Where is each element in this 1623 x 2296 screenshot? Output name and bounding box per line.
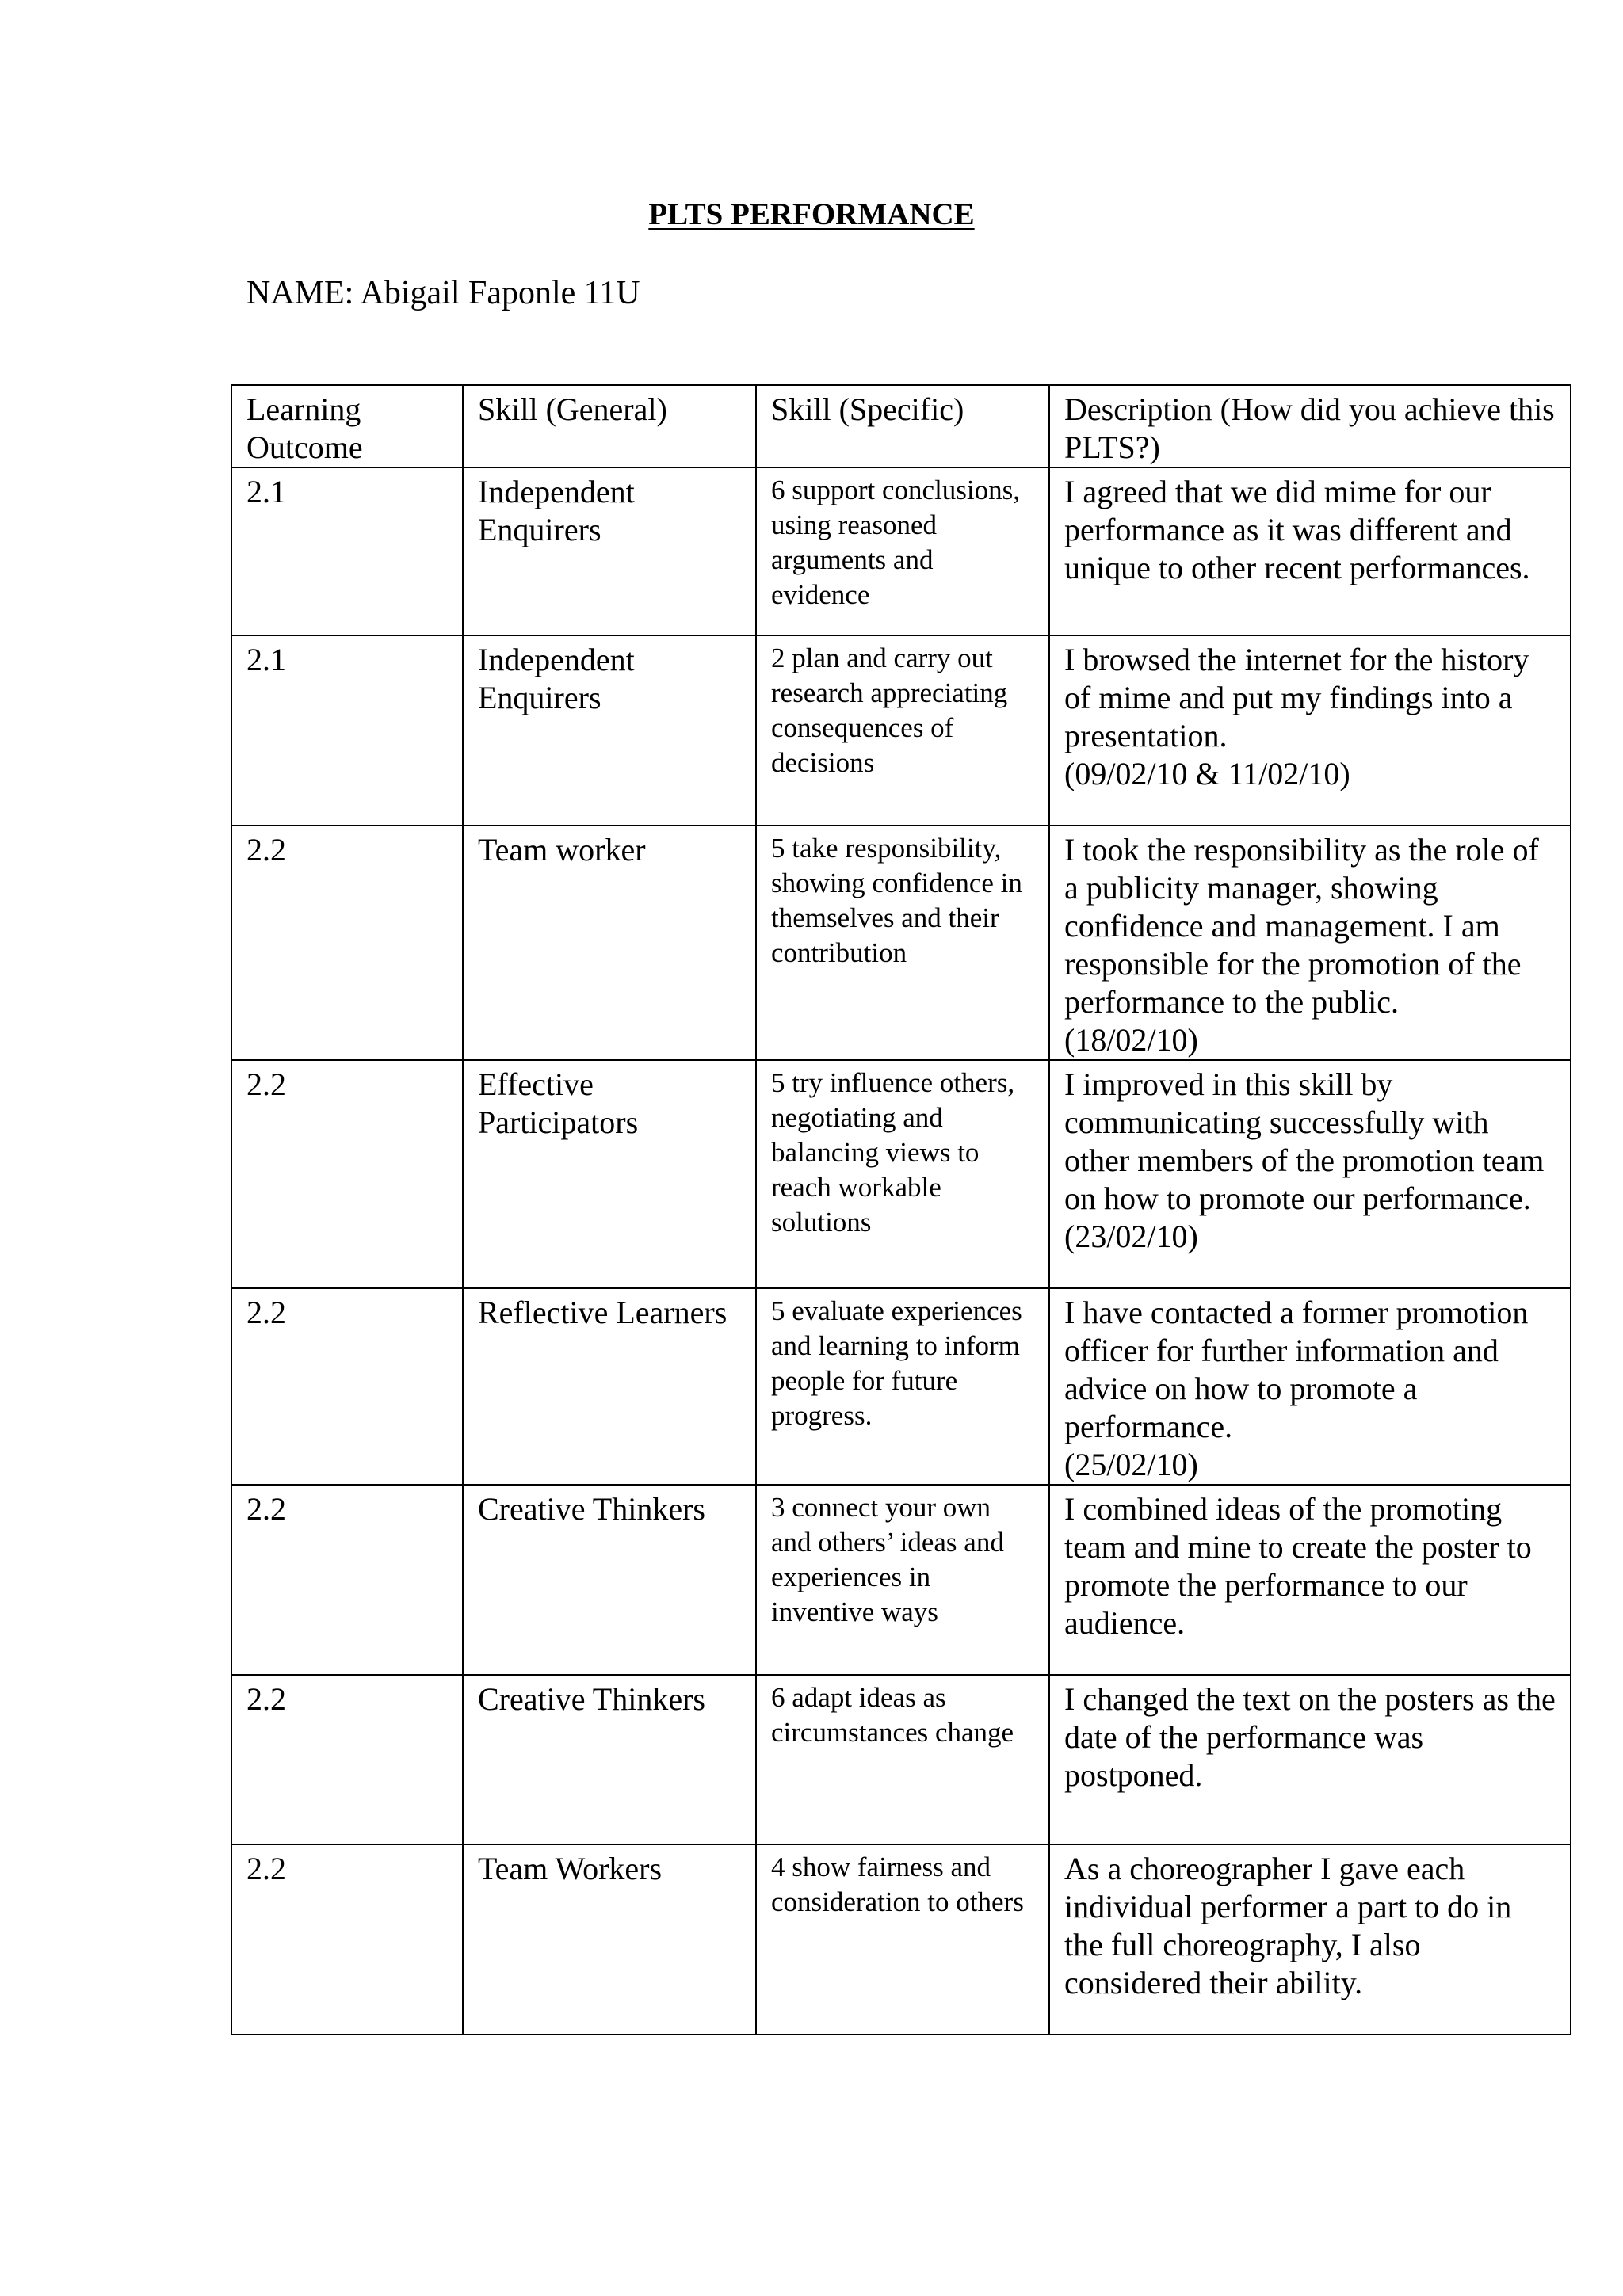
description-block	[1050, 1486, 1570, 1642]
table-row	[231, 467, 1571, 635]
description-text: I changed the text on the posters as the date of the performance was postponed.	[1064, 1681, 1556, 1793]
skill-general-value: Team Workers	[478, 1851, 663, 1886]
skill-general-cell	[463, 826, 756, 1060]
skill-specific-value: 5 take responsibility, showing confidence in themselves and their contribution	[771, 833, 1022, 968]
description-cell	[1049, 1844, 1571, 2035]
skill-general-value: Creative Thinkers	[478, 1681, 705, 1717]
description-block	[1050, 826, 1570, 1059]
description-text: I combined ideas of the promoting team and mine to create the poster to promote the performance to our audience.	[1064, 1491, 1532, 1641]
outcome-value: 2.1	[246, 642, 286, 677]
table-row	[231, 1060, 1571, 1288]
description-cell	[1049, 635, 1571, 826]
header-description: Description (How did you achieve this PLTS?)	[1064, 391, 1555, 465]
description-block	[1050, 636, 1570, 793]
outcome-cell	[231, 1844, 463, 2035]
outcome-value: 2.1	[246, 474, 286, 509]
skill-general-cell	[463, 1060, 756, 1288]
description-text: I improved in this skill by communicating successfully with other members of the promotion team on how to promote our performance.	[1064, 1066, 1545, 1216]
skill-general-cell	[463, 1485, 756, 1675]
outcome-cell	[231, 826, 463, 1060]
description-date: (09/02/10 & 11/02/10)	[1064, 756, 1350, 791]
skill-general-cell	[463, 635, 756, 826]
skill-general-value: Creative Thinkers	[478, 1491, 705, 1527]
description-text: I took the responsibility as the role of a publicity manager, showing confidence and management. I am responsible for the promotion of the performance to the public.	[1064, 832, 1539, 1020]
description-date: (23/02/10)	[1064, 1219, 1198, 1254]
skill-specific-cell	[756, 826, 1049, 1060]
page-title	[0, 196, 1623, 234]
skill-specific-cell	[756, 1485, 1049, 1675]
skill-general-value: Reflective Learners	[478, 1295, 727, 1330]
description-block	[1050, 1845, 1570, 2002]
student-name: NAME: Abigail Faponle 11U	[246, 275, 640, 311]
skill-specific-value: 2 plan and carry out research appreciating consequences of decisions	[771, 643, 1008, 778]
outcome-value: 2.2	[246, 1066, 286, 1102]
skill-specific-cell	[756, 1844, 1049, 2035]
header-skill-specific: Skill (Specific)	[771, 391, 964, 427]
skill-specific-cell	[756, 1675, 1049, 1844]
outcome-cell	[231, 1288, 463, 1485]
skill-general-cell	[463, 467, 756, 635]
table-row	[231, 1844, 1571, 2035]
skill-specific-value: 5 try influence others, negotiating and balancing views to reach workable solutions	[771, 1067, 1015, 1238]
skill-general-value: Team worker	[478, 832, 646, 868]
skill-specific-value: 4 show fairness and consideration to others	[771, 1852, 1024, 1917]
header-skill-general: Skill (General)	[478, 391, 667, 427]
outcome-value: 2.2	[246, 1681, 286, 1717]
description-text: I agreed that we did mime for our performance as it was different and unique to other recent performances.	[1064, 474, 1530, 585]
table-row	[231, 1485, 1571, 1675]
outcome-value: 2.2	[246, 1851, 286, 1886]
description-block	[1050, 468, 1570, 587]
description-text: I browsed the internet for the history of mime and put my findings into a presentation.	[1064, 642, 1529, 753]
table-row	[231, 1288, 1571, 1485]
skill-specific-cell	[756, 467, 1049, 635]
description-cell	[1049, 1288, 1571, 1485]
page-title-text: PLTS PERFORMANCE	[648, 197, 975, 231]
skill-specific-cell	[756, 1060, 1049, 1288]
skill-specific-value: 5 evaluate experiences and learning to inform people for future progress.	[771, 1295, 1022, 1431]
outcome-value: 2.2	[246, 1295, 286, 1330]
description-cell	[1049, 1060, 1571, 1288]
description-block	[1050, 1289, 1570, 1484]
description-cell	[1049, 467, 1571, 635]
skill-specific-cell	[756, 1288, 1049, 1485]
description-date: (25/02/10)	[1064, 1447, 1198, 1482]
description-block	[1050, 1676, 1570, 1794]
header-cell	[756, 385, 1049, 467]
outcome-cell	[231, 635, 463, 826]
header-cell	[231, 385, 463, 467]
header-cell	[463, 385, 756, 467]
table-row	[231, 635, 1571, 826]
skill-general-cell	[463, 1675, 756, 1844]
skill-general-cell	[463, 1844, 756, 2035]
table-row	[231, 1675, 1571, 1844]
skill-specific-value: 6 adapt ideas as circumstances change	[771, 1682, 1014, 1748]
outcome-cell	[231, 1675, 463, 1844]
description-cell	[1049, 1485, 1571, 1675]
skill-specific-value: 3 connect your own and others’ ideas and experiences in inventive ways	[771, 1492, 1004, 1627]
header-learning-outcome: Learning Outcome	[246, 391, 363, 465]
skill-general-value: Independent Enquirers	[478, 642, 635, 715]
description-block	[1050, 1061, 1570, 1256]
header-cell	[1049, 385, 1571, 467]
skill-general-cell	[463, 1288, 756, 1485]
outcome-cell	[231, 1060, 463, 1288]
outcome-cell	[231, 467, 463, 635]
header-row	[231, 385, 1571, 467]
description-cell	[1049, 1675, 1571, 1844]
plts-table	[231, 384, 1571, 2035]
outcome-cell	[231, 1485, 463, 1675]
outcome-value: 2.2	[246, 1491, 286, 1527]
skill-specific-cell	[756, 635, 1049, 826]
skill-general-value: Independent Enquirers	[478, 474, 635, 547]
outcome-value: 2.2	[246, 832, 286, 868]
description-text: As a choreographer I gave each individual performer a part to do in the full choreography, I also considered their ability.	[1064, 1851, 1512, 2000]
description-cell	[1049, 826, 1571, 1060]
description-date: (18/02/10)	[1064, 1022, 1198, 1058]
table-row	[231, 826, 1571, 1060]
description-text: I have contacted a former promotion officer for further information and advice on how to promote a performance.	[1064, 1295, 1529, 1444]
skill-general-value: Effective Participators	[478, 1066, 639, 1140]
skill-specific-value: 6 support conclusions, using reasoned arguments and evidence	[771, 475, 1021, 610]
